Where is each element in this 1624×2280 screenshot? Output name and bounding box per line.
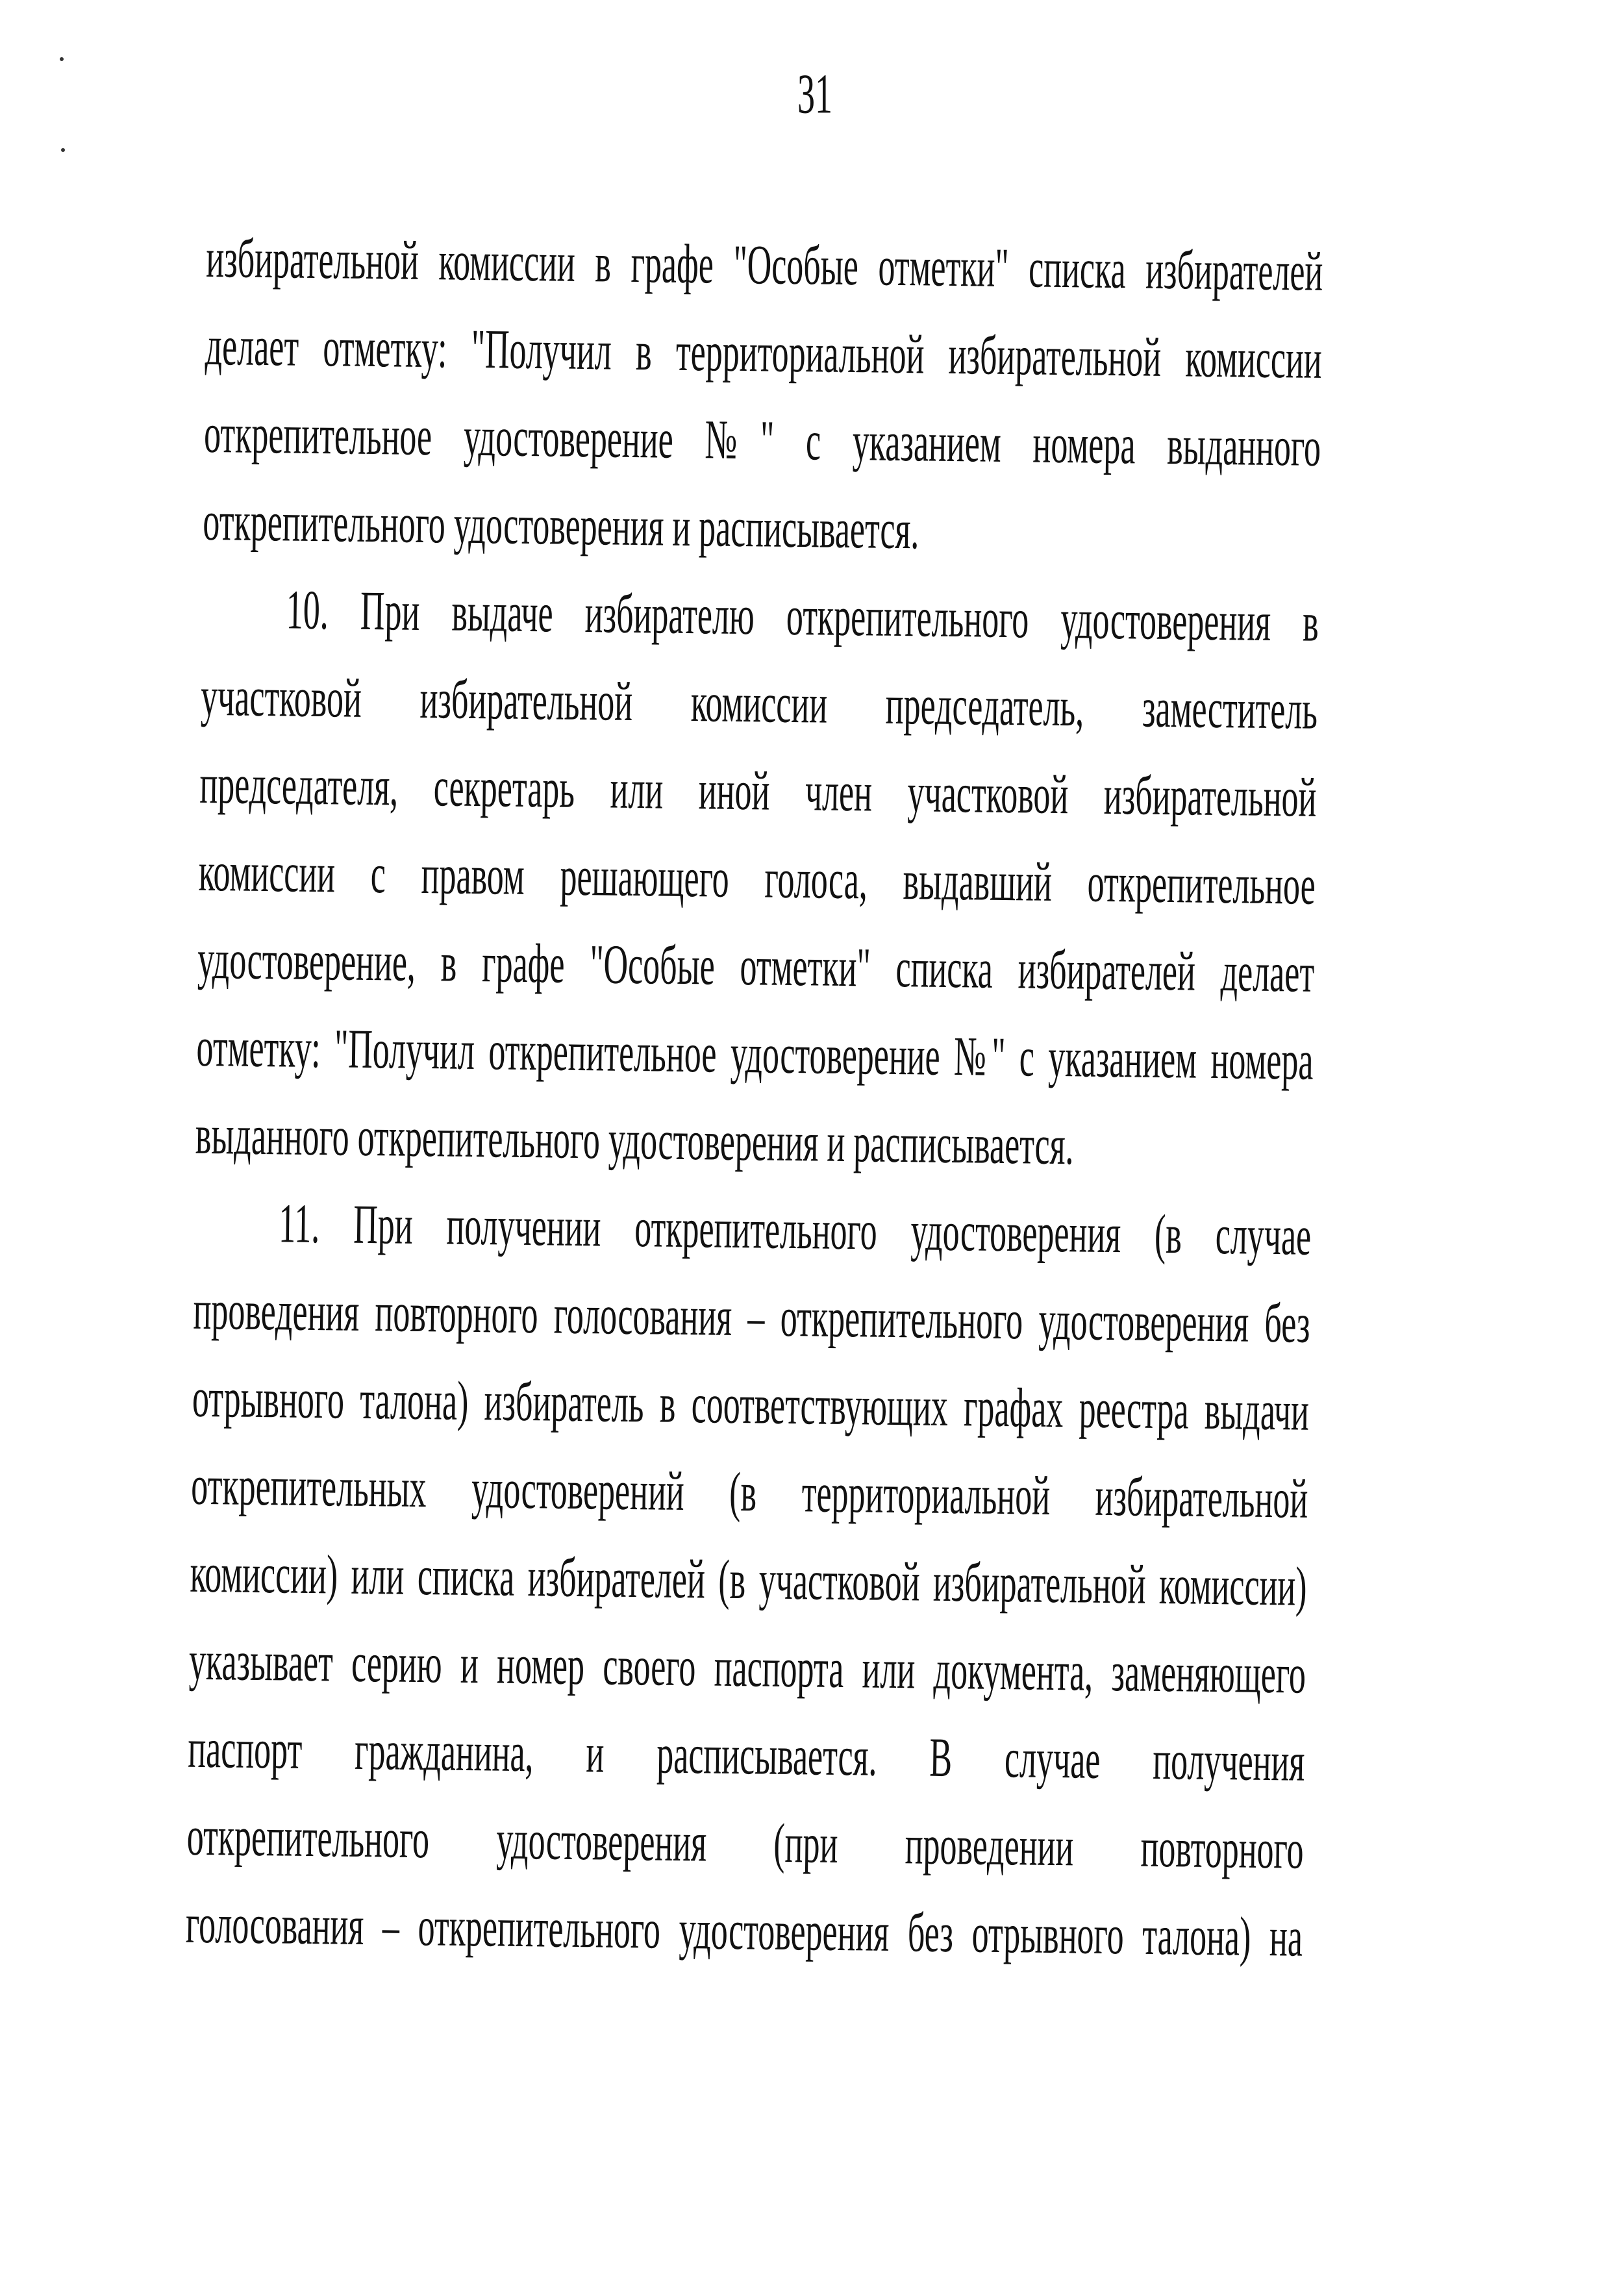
text-line: открепительных удостоверений (в территориальной избирательной	[190, 1455, 1308, 1531]
page-number: 31	[797, 62, 832, 125]
text-line: открепительного удостоверения и расписывается.	[202, 491, 920, 562]
text-line: избирательной комиссии в графе "Особые отметки" списка избирателей	[205, 228, 1323, 303]
text-line: паспорт гражданина, и расписывается. В случае получения	[187, 1718, 1305, 1794]
text-line: открепительное удостоверение №" с указанием номера выданного	[203, 403, 1321, 479]
text-line: голосования – открепительного удостоверения без отрывного талона) на	[185, 1894, 1303, 1969]
scan-speck	[61, 148, 65, 152]
text-line: выданного открепительного удостоверения и расписывается.	[195, 1105, 1075, 1177]
text-line: отметку: "Получил открепительное удостоверение №" с указанием номера	[196, 1017, 1314, 1092]
text-line: отрывного талона) избиратель в соответствующих графах реестра выдачи	[192, 1368, 1310, 1443]
text-line: открепительного удостоверения (при проведении повторного	[186, 1806, 1305, 1881]
text-line: указывает серию и номер своего паспорта или документа, заменяющего	[188, 1631, 1306, 1706]
text-line: комиссии с правом решающего голоса, выдавший открепительное	[198, 842, 1316, 917]
text-line: делает отметку: "Получил в территориальной избирательной комиссии	[205, 316, 1323, 391]
document-body	[185, 227, 1323, 1969]
text-line: комиссии) или списка избирателей (в участковой избирательной комиссии)	[190, 1543, 1308, 1618]
scan-speck	[60, 57, 64, 61]
paragraph-11-start: 11. При получении открепительного удостоверения (в случае	[278, 1194, 1312, 1268]
paragraph-10-start: 10. При выдаче избирателю открепительного удостоверения в	[286, 580, 1319, 654]
text-line: участковой избирательной комиссии председатель, заместитель	[200, 666, 1318, 742]
text-line: председателя, секретарь или иной член участковой избирательной	[199, 754, 1318, 829]
text-line: удостоверение, в графе "Особые отметки" списка избирателей делает	[197, 929, 1315, 1005]
text-line: проведения повторного голосования – открепительного удостоверения без	[193, 1280, 1311, 1355]
